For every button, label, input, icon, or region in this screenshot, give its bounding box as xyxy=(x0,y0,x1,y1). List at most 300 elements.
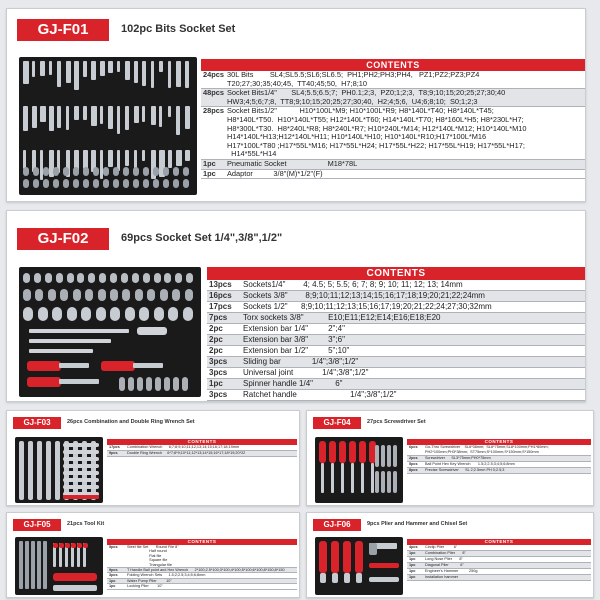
tool-piece xyxy=(163,167,169,176)
contents-header: CONTENTS xyxy=(407,539,591,545)
tool-piece xyxy=(28,441,33,500)
tool-piece xyxy=(173,377,179,391)
tool-piece xyxy=(99,273,106,283)
tool-piece xyxy=(74,61,79,90)
tool-piece xyxy=(40,106,46,122)
panel-code: GJ-F01 xyxy=(17,19,109,41)
tool-piece xyxy=(110,273,117,283)
tool-piece xyxy=(93,167,99,176)
tool-piece xyxy=(151,61,154,88)
tool-piece xyxy=(98,289,106,301)
tool-piece xyxy=(37,541,41,589)
tool-piece xyxy=(183,179,189,188)
item-quantity: 3pcs xyxy=(209,368,228,377)
tool-piece xyxy=(176,150,182,166)
tool-piece xyxy=(183,167,189,176)
contents-header: CONTENTS xyxy=(407,439,591,445)
tool-piece xyxy=(29,339,111,343)
tool-piece xyxy=(103,179,109,188)
tool-piece xyxy=(172,289,180,301)
tool-piece xyxy=(142,61,146,86)
tool-piece xyxy=(29,329,129,333)
item-quantity: 6pcs xyxy=(409,445,418,449)
tool-piece xyxy=(349,441,356,463)
contents-row xyxy=(201,89,585,107)
tool-piece xyxy=(341,463,344,493)
tool-piece xyxy=(93,179,99,188)
tool-piece xyxy=(387,471,391,493)
tool-piece xyxy=(176,61,181,87)
tool-piece xyxy=(71,543,76,548)
item-description: Torx sockets 3/8" E10;E11;E12;E14;E16;E18;E20 xyxy=(243,313,441,322)
tool-piece xyxy=(108,150,113,167)
item-description: Double Ring Wrench 6*7;8*9;10*11;12*13;14*15;16*17;18*19;20*22 xyxy=(127,451,246,455)
tool-piece xyxy=(29,349,93,353)
tool-piece xyxy=(63,495,98,499)
tool-piece xyxy=(83,167,89,176)
item-quantity: 1pc xyxy=(409,569,416,573)
item-description: Folding Wrench Sets 1.5;2;2.5;3;4;5;6;8mm xyxy=(127,573,206,578)
panel-code: GJ-F05 xyxy=(13,519,61,531)
item-description: Socket Bits1/2" H10*100L*M9; H10*100L*R9; H8*140L*T40; H8*140L*T45; H8*140L*T50. H10*140L*T55; H12*140L*T60; H14*140L*T70; H8*160L*H5; H8*230L*H7; H8*300L*T30. H8*240L*R8; H8*240L*R7; H10*240L*M14; H12*140L*M12; H10*140L*M10 H14*140L*H13;H12*140L*H11; H10*140L*H10; H10*140L*R10;H17*100L*M16 H17*100L*T80 ;H17*55L*M16; H17*55L*H24; H17*55L*H22; H17*55L*H19; H17*55L*H17; H14*55L*H14 xyxy=(227,106,527,159)
item-quantity: 17pcs xyxy=(109,445,120,449)
tool-piece xyxy=(320,573,326,583)
item-description: Extension bar 3/8" 3";6" xyxy=(243,335,345,344)
tool-piece xyxy=(142,106,145,123)
item-description: Diagonal Plier 6" xyxy=(425,563,464,567)
tool-piece xyxy=(100,150,103,179)
tool-piece xyxy=(381,471,385,493)
contents-row xyxy=(207,390,585,401)
tool-piece xyxy=(110,289,118,301)
tool-tray-image xyxy=(15,437,103,503)
tool-piece xyxy=(63,457,98,461)
item-quantity: 1pc xyxy=(209,379,223,388)
contents-row xyxy=(207,324,585,335)
tool-piece xyxy=(133,179,139,188)
tool-piece xyxy=(63,485,98,489)
contents-row xyxy=(201,71,585,89)
tool-piece xyxy=(100,106,104,124)
item-description: Adaptor 3/8"(M)*1/2"(F) xyxy=(227,168,323,178)
tool-piece xyxy=(53,585,97,591)
item-description: Screwdriver SL3*75mm;PH0*75mm xyxy=(425,456,491,460)
tool-piece xyxy=(63,464,98,468)
contents-header: CONTENTS xyxy=(201,59,585,71)
item-description: Precise Screwdriver SL 2;2.5mm PH 0;2.5;3 xyxy=(425,468,505,472)
tool-tray-image xyxy=(15,537,103,595)
item-description: Installation hammer xyxy=(425,575,459,579)
tool-tray-image xyxy=(315,437,403,503)
tool-piece xyxy=(159,61,163,72)
tool-piece xyxy=(123,179,129,188)
item-quantity: 3pcs xyxy=(109,573,118,578)
item-description: Sliding bar 1/4";3/8";1/2" xyxy=(243,357,359,366)
panel-code: GJ-F04 xyxy=(313,417,361,429)
tool-piece xyxy=(121,273,128,283)
tool-piece xyxy=(151,106,157,125)
panel-gj-f06 xyxy=(306,512,594,598)
item-quantity: 1pc xyxy=(409,551,416,555)
tool-piece xyxy=(23,61,29,84)
tool-piece xyxy=(53,167,59,176)
tool-piece xyxy=(23,167,29,176)
contents-table xyxy=(407,439,591,474)
tool-piece xyxy=(329,441,336,463)
item-quantity: 13pcs xyxy=(209,280,232,289)
contents-table xyxy=(107,539,297,590)
tool-piece xyxy=(168,307,178,321)
tool-piece xyxy=(185,289,193,301)
tool-piece xyxy=(168,150,172,168)
tool-piece xyxy=(91,61,96,80)
item-quantity: 1pc xyxy=(109,578,116,583)
tool-piece xyxy=(164,273,171,283)
panel-title: 21pcs Tool Kit xyxy=(67,521,105,527)
item-quantity: 28pcs xyxy=(203,106,224,116)
item-description: Spinner handle 1/4" 6" xyxy=(243,379,343,388)
contents-row xyxy=(207,368,585,379)
tool-piece xyxy=(381,445,385,467)
item-description: Extension bar 1/4" 2";4" xyxy=(243,324,345,333)
tool-tray-image xyxy=(315,537,403,595)
tool-piece xyxy=(85,289,93,301)
tool-piece xyxy=(356,573,362,583)
tool-piece xyxy=(159,106,162,128)
tool-piece xyxy=(351,463,354,493)
tool-piece xyxy=(139,307,149,321)
item-description: Ball Point Hex Key Wrench 1.5;2;2.5;3;4;5;6;8mm xyxy=(425,462,515,466)
item-quantity: 7pcs xyxy=(209,313,228,322)
tool-piece xyxy=(369,563,399,568)
contents-row xyxy=(207,291,585,302)
contents-header: CONTENTS xyxy=(107,539,297,545)
tool-piece xyxy=(128,377,134,391)
item-description: Steel file Set Round File 8" Half round Flat file Square file Triangular file xyxy=(127,545,179,567)
tool-piece xyxy=(117,106,120,135)
item-quantity: 9pcs xyxy=(109,568,118,573)
tool-piece xyxy=(27,377,61,387)
tool-piece xyxy=(393,445,397,467)
tool-tray-image xyxy=(19,267,201,397)
tool-piece xyxy=(23,179,29,188)
tool-piece xyxy=(83,179,89,188)
tool-piece xyxy=(73,289,81,301)
tool-piece xyxy=(101,361,135,371)
item-quantity: 2pcs xyxy=(409,456,418,460)
tool-piece xyxy=(49,106,54,131)
tool-piece xyxy=(125,61,130,80)
item-quantity: 1pc xyxy=(109,584,116,589)
tool-piece xyxy=(375,445,379,467)
tool-piece xyxy=(113,179,119,188)
tool-piece xyxy=(123,167,129,176)
tool-piece xyxy=(63,167,69,176)
contents-row xyxy=(201,107,585,160)
tool-piece xyxy=(33,167,39,176)
tool-piece xyxy=(143,179,149,188)
tool-piece xyxy=(27,361,61,371)
tool-piece xyxy=(147,289,155,301)
panel-title: 26pcs Combination and Double Ring Wrench Set xyxy=(67,419,195,425)
contents-header: CONTENTS xyxy=(207,267,585,280)
tool-piece xyxy=(63,179,69,188)
tool-piece xyxy=(125,150,129,166)
tool-piece xyxy=(117,61,121,72)
tool-piece xyxy=(332,573,338,583)
tool-piece xyxy=(134,106,139,123)
tool-piece xyxy=(59,379,99,384)
tool-piece xyxy=(160,289,168,301)
tool-piece xyxy=(359,441,366,463)
tool-piece xyxy=(34,273,41,283)
tool-piece xyxy=(53,543,58,548)
contents-table xyxy=(201,59,585,179)
item-quantity: 1pc xyxy=(203,168,216,178)
tool-piece xyxy=(38,307,48,321)
tool-piece xyxy=(83,61,87,77)
tool-piece xyxy=(154,307,164,321)
tool-piece xyxy=(183,307,193,321)
contents-row xyxy=(207,346,585,357)
item-description: Combination Wrench 6;7;8;9;10;11;12;13;14;15;16;17;18;19mm xyxy=(127,445,240,449)
tool-piece xyxy=(74,106,79,120)
tool-piece xyxy=(137,327,167,335)
tool-piece xyxy=(59,363,89,368)
tool-piece xyxy=(369,577,399,582)
tool-piece xyxy=(19,541,23,589)
tool-piece xyxy=(153,179,159,188)
panel-gj-f04 xyxy=(306,410,594,506)
tool-piece xyxy=(65,543,70,548)
tool-piece xyxy=(32,61,35,77)
panel-code: GJ-F03 xyxy=(13,417,61,429)
tool-piece xyxy=(57,106,61,129)
tool-piece xyxy=(164,377,170,391)
tool-piece xyxy=(63,450,98,454)
tool-piece xyxy=(56,273,63,283)
contents-row xyxy=(107,584,297,589)
tool-tray-image xyxy=(19,57,197,195)
item-description: Sockets 1/2" 8;9;10;11;12;13;15;16;17;19;20;21;22;24;27;30;32mm xyxy=(243,302,492,311)
tool-piece xyxy=(175,273,182,283)
tool-piece xyxy=(371,463,374,493)
item-quantity: 1pc xyxy=(409,557,416,561)
tool-piece xyxy=(155,377,161,391)
tool-piece xyxy=(52,307,62,321)
tool-piece xyxy=(344,573,350,583)
tool-piece xyxy=(122,289,130,301)
item-quantity: 5pcs xyxy=(109,545,118,549)
tool-piece xyxy=(393,471,397,493)
contents-table xyxy=(407,539,591,581)
contents-row xyxy=(407,445,591,456)
item-quantity: 48pcs xyxy=(203,88,224,98)
tool-piece xyxy=(133,363,163,368)
tool-piece xyxy=(49,61,53,75)
item-description: 30L Bits SL4;SL5.5;SL6;SL6.5; PH1;PH2;PH3;PH4, PZ1;PZ2;PZ3;PZ4 T20;27;30;35;40;45, TT40;45;50, H7;8;10 xyxy=(227,70,480,88)
tool-piece xyxy=(63,471,98,475)
tool-piece xyxy=(43,167,49,176)
tool-piece xyxy=(45,273,52,283)
item-description: Sockets1/4" 4; 4.5; 5; 5.5; 6; 7; 8; 9; 10; 11; 12; 13; 14mm xyxy=(243,280,463,289)
tool-piece xyxy=(143,273,150,283)
tool-piece xyxy=(125,307,135,321)
tool-piece xyxy=(185,106,190,130)
item-quantity: 2pc xyxy=(209,346,223,355)
item-description: Ratchet handle 1/4";3/8";1/2" xyxy=(243,390,397,399)
tool-piece xyxy=(63,478,98,482)
tool-piece xyxy=(153,167,159,176)
tool-piece xyxy=(40,150,43,180)
item-description: Extension bar 1/2" 5";10" xyxy=(243,346,350,355)
tool-piece xyxy=(186,273,193,283)
item-quantity: 4pcs xyxy=(409,545,418,549)
tool-piece xyxy=(53,179,59,188)
tool-piece xyxy=(23,273,30,283)
tool-piece xyxy=(185,61,189,88)
panel-gj-f03 xyxy=(6,410,300,506)
tool-piece xyxy=(355,541,363,573)
tool-piece xyxy=(173,179,179,188)
tool-piece xyxy=(81,307,91,321)
contents-row xyxy=(107,451,297,457)
panel-gj-f05 xyxy=(6,512,300,598)
tool-piece xyxy=(55,441,60,500)
contents-row xyxy=(207,357,585,368)
item-description: Socket Bits1/4" SL4;5.5;6.5;7; PH0.1;2;3, PZ0;1;2;3, T8;9;10;15;20;25;27;30;40 HW3;4;5;6;7;8, TT8;9;10;15;20;25;27;30;40, H2;4;5;6, U4;6;8;10; S0;1;2;3 xyxy=(227,88,506,106)
tool-piece xyxy=(96,307,106,321)
contents-row xyxy=(107,545,297,568)
tool-piece xyxy=(133,167,139,176)
tool-piece xyxy=(119,377,125,391)
tool-piece xyxy=(125,106,129,130)
tool-piece xyxy=(185,150,190,161)
tool-piece xyxy=(108,61,113,73)
tool-piece xyxy=(113,167,119,176)
tool-piece xyxy=(135,289,143,301)
tool-piece xyxy=(67,307,77,321)
tool-piece xyxy=(25,541,29,589)
tool-piece xyxy=(66,106,70,131)
tool-piece xyxy=(375,471,379,493)
tool-piece xyxy=(343,541,351,573)
tool-piece xyxy=(108,106,113,130)
tool-piece xyxy=(137,377,143,391)
tool-piece xyxy=(361,463,364,493)
panel-title: 9pcs Plier and Hammer and Chisel Set xyxy=(367,521,468,527)
tool-piece xyxy=(100,61,105,76)
tool-piece xyxy=(173,167,179,176)
tool-piece xyxy=(331,463,334,493)
tool-piece xyxy=(132,273,139,283)
item-description: Pneumatic Socket M18*78L xyxy=(227,158,358,168)
tool-piece xyxy=(53,573,97,581)
tool-piece xyxy=(32,106,37,128)
contents-row xyxy=(207,280,585,291)
tool-piece xyxy=(43,179,49,188)
panel-title: 27pcs Screwdriver Set xyxy=(367,419,426,425)
item-quantity: 2pc xyxy=(209,324,223,333)
tool-piece xyxy=(48,289,56,301)
tool-piece xyxy=(387,445,391,467)
tool-piece xyxy=(142,150,145,161)
item-description: T Handle Ball point and Hex Wrench 2*100;2.5*100;3*100;4*100;5*100;6*100;8*150;8*150 xyxy=(127,568,285,573)
tool-piece xyxy=(88,273,95,283)
item-quantity: 2pc xyxy=(209,335,223,344)
tool-piece xyxy=(91,106,97,126)
tool-piece xyxy=(331,541,339,573)
item-quantity: 1pc xyxy=(409,575,416,579)
panel-gj-f01 xyxy=(6,8,586,202)
tool-piece xyxy=(146,377,152,391)
item-description: Go-Thru Screwdriver SL6*38mm; SL6*75mm;SL8*100mm;PH1*80mm; PH2*100mm;PH3*38mm; ST75mm;S*100mm;S*150mm;S*150mm xyxy=(425,445,549,454)
tool-piece xyxy=(59,543,64,548)
contents-header: CONTENTS xyxy=(107,439,297,445)
item-quantity: 3pcs xyxy=(209,357,228,366)
item-description: Circlip Plier 6" xyxy=(425,545,458,549)
contents-table xyxy=(207,267,585,401)
tool-piece xyxy=(168,106,172,118)
tool-piece xyxy=(33,179,39,188)
panel-title: 102pc Bits Socket Set xyxy=(121,23,236,35)
tool-piece xyxy=(77,273,84,283)
tool-piece xyxy=(110,307,120,321)
tool-piece xyxy=(143,167,149,176)
tool-piece xyxy=(23,289,31,301)
tool-piece xyxy=(73,179,79,188)
item-quantity: 8pcs xyxy=(409,468,418,472)
contents-row xyxy=(207,335,585,346)
tool-piece xyxy=(19,441,24,500)
item-description: Long Nose Plier 8" xyxy=(425,557,463,561)
item-quantity: 1pc xyxy=(409,563,416,567)
contents-row xyxy=(407,575,591,581)
item-quantity: 24pcs xyxy=(203,70,224,79)
contents-table xyxy=(107,439,297,457)
tool-piece xyxy=(77,543,82,548)
contents-row xyxy=(407,468,591,474)
panel-code: GJ-F02 xyxy=(17,228,109,250)
tool-piece xyxy=(319,541,327,573)
item-quantity: 5pcs xyxy=(409,462,418,466)
panel-code: GJ-F06 xyxy=(313,519,361,531)
tool-piece xyxy=(369,543,377,555)
tool-piece xyxy=(40,61,45,76)
tool-piece xyxy=(63,443,98,447)
tool-piece xyxy=(83,106,87,120)
tool-piece xyxy=(134,61,139,83)
item-description: Universal joint 1/4";3/8";1/2" xyxy=(243,368,369,377)
tool-piece xyxy=(37,441,42,500)
item-description: Sockets 3/8" 8;9;10;11;12;13;14;15;16;17;18;19;20;21;22;24mm xyxy=(243,291,485,300)
tool-piece xyxy=(103,167,109,176)
panel-title: 69pcs Socket Set 1/4",3/8",1/2" xyxy=(121,232,283,244)
tool-piece xyxy=(163,179,169,188)
item-quantity: 9pcs xyxy=(109,451,118,455)
tool-piece xyxy=(23,106,28,131)
item-description: Water Pump Plier 10" xyxy=(127,578,172,583)
tool-piece xyxy=(31,541,35,589)
contents-row xyxy=(207,379,585,390)
tool-piece xyxy=(73,167,79,176)
item-quantity: 1pc xyxy=(203,158,216,168)
tool-piece xyxy=(66,61,72,83)
item-description: Engineer's Hammer 250g xyxy=(425,569,478,573)
tool-piece xyxy=(46,441,51,500)
tool-piece xyxy=(154,273,161,283)
tool-piece xyxy=(319,441,326,463)
